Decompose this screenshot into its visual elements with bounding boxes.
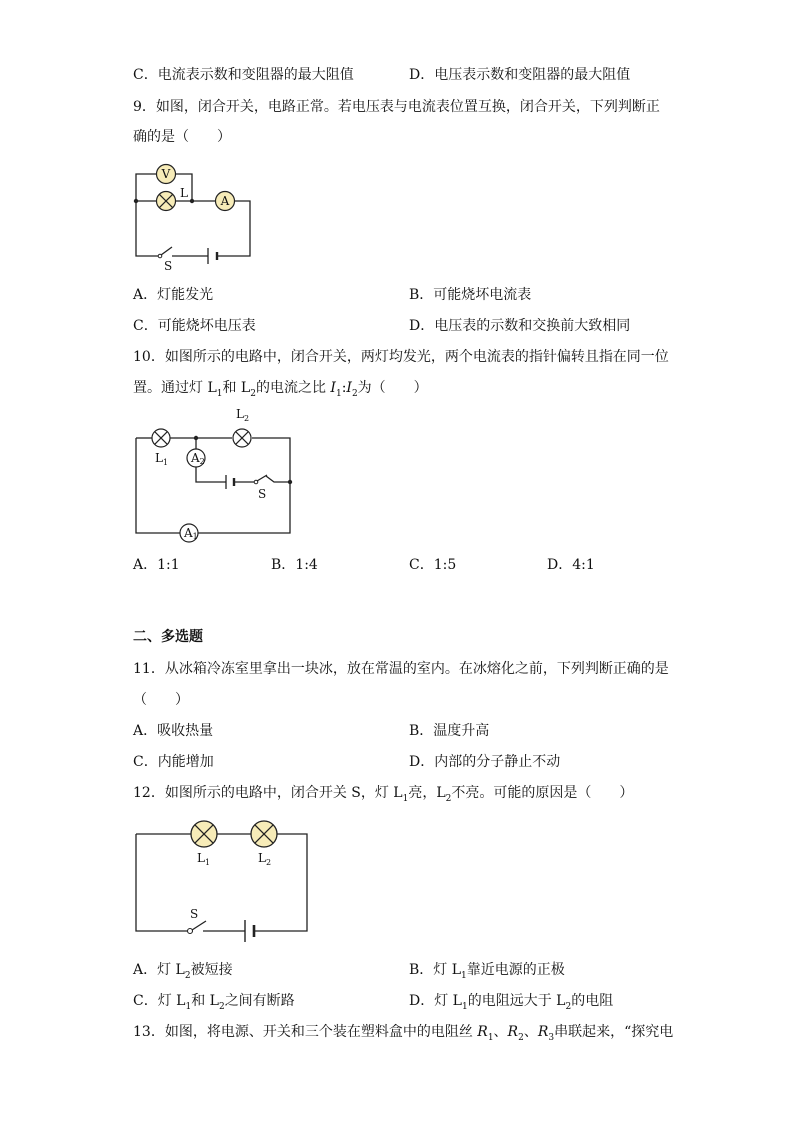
switch-label: S [164, 259, 173, 273]
q9-stem-line1: 9．如图，闭合开关，电路正常。若电压表与电流表位置互换，闭合开关，下列判断正 [133, 99, 660, 115]
lamp-l1-label: $L_1$ [197, 851, 211, 867]
q10-option-d: D．4:1 [547, 557, 595, 573]
q12-option-c: C．灯 $L_1$和 $L_2$之间有断路 [133, 993, 295, 1012]
q9-circuit-diagram [128, 158, 258, 273]
q10-stem-line2: 置。通过灯 $L_1$和 $L_2$的电流之比 $I_1:I_2$为（ ） [133, 380, 428, 399]
q9-option-c: C．可能烧坏电压表 [133, 318, 256, 334]
battery-icon [226, 475, 234, 489]
q11-stem-line1: 11．从冰箱冷冻室里拿出一块冰，放在常温的室内。在冰熔化之前，下列判断正确的是 [133, 661, 669, 677]
q10-option-a: A．1:1 [133, 557, 180, 573]
q12-stem: 12．如图所示的电路中，闭合开关 S，灯 $L_1$亮，$L_2$不亮。可能的原因是（ ） [133, 785, 634, 804]
switch-label: S [190, 907, 199, 921]
q11-stem-line2: （ ） [133, 692, 189, 708]
q9-option-a: A．灯能发光 [133, 287, 214, 303]
ammeter-a1-icon [180, 524, 198, 542]
lamp-l1-icon [191, 821, 217, 847]
q9-stem-line2: 确的是（ ） [133, 129, 231, 145]
lamp-l1-label: $L_1$ [155, 451, 169, 467]
q11-option-b: B．温度升高 [409, 723, 490, 739]
q10-stem-line1: 10．如图所示的电路中，闭合开关，两灯均发光，两个电流表的指针偏转且指在同一位 [133, 349, 669, 365]
switch-icon [254, 475, 267, 484]
svg-text:A2: A2 [191, 451, 205, 466]
q10-option-c: C．1:5 [409, 557, 457, 573]
q11-option-d: D．内部的分子静止不动 [409, 754, 561, 770]
q12-circuit-diagram [128, 814, 318, 949]
junction-left [134, 199, 138, 203]
lamp-l2-icon [251, 821, 277, 847]
lamp-l2-label: $L_2$ [236, 407, 250, 423]
lamp-icon [157, 192, 176, 211]
battery-icon [245, 920, 254, 942]
q9-option-d: D．电压表的示数和交换前大致相同 [409, 318, 631, 334]
voltmeter-label: V [161, 167, 171, 181]
q12-option-b: B．灯 $L_1$靠近电源的正极 [409, 962, 565, 981]
q11-option-a: A．吸收热量 [133, 723, 214, 739]
switch-icon [158, 247, 172, 258]
lamp-l2-icon [233, 429, 251, 447]
ammeter-a2-icon [187, 449, 205, 467]
q9-option-b: B．可能烧坏电流表 [409, 287, 532, 303]
junction-top [194, 436, 198, 440]
section-heading: 二、多选题 [133, 629, 203, 645]
lamp-l1-icon [152, 429, 170, 447]
lamp-label: L [180, 186, 188, 200]
voltmeter-icon [157, 165, 176, 184]
junction-mid [190, 199, 194, 203]
q12-option-d: D．灯 $L_1$的电阻远大于 $L_2$的电阻 [409, 993, 614, 1012]
lamp-l2-label: $L_2$ [258, 851, 272, 867]
q8-option-c: C．电流表示数和变阻器的最大阻值 [133, 67, 354, 83]
switch-label: S [258, 487, 267, 501]
q10-circuit-diagram [128, 404, 298, 544]
q8-option-d: D．电压表示数和变阻器的最大阻值 [409, 67, 631, 83]
ammeter-icon [216, 192, 235, 211]
ammeter-label: A [220, 194, 230, 208]
junction-right [288, 480, 292, 484]
q11-option-c: C．内能增加 [133, 754, 214, 770]
svg-text:A1: A1 [184, 526, 198, 541]
q10-option-b: B．1:4 [271, 557, 318, 573]
q13-stem: 13．如图，将电源、开关和三个装在塑料盒中的电阻丝 $R_1$、$R_2$、$R_3$串联起来，“探究电 [133, 1024, 674, 1043]
battery-icon [208, 248, 217, 264]
q12-option-a: A．灯 $L_2$被短接 [133, 962, 233, 981]
